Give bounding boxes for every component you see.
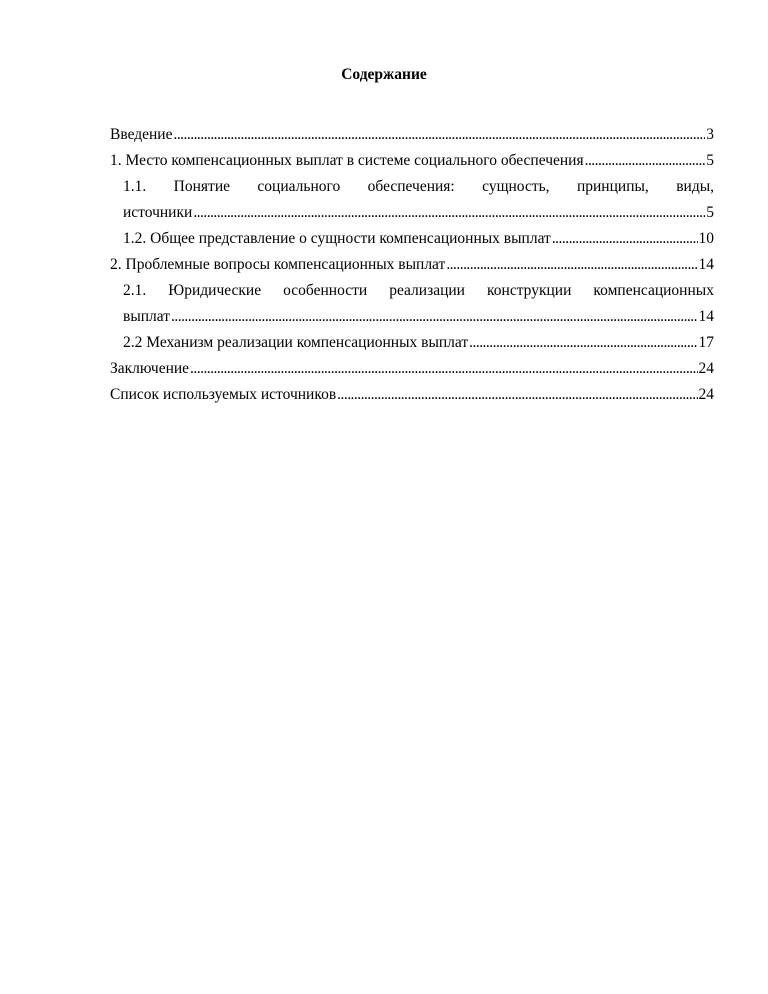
toc-entry-text: 2.2 Механизм реализации компенсационных выплат — [123, 334, 469, 351]
toc-leader-dots — [173, 122, 705, 148]
toc-leader-dots — [190, 356, 697, 382]
toc-entry-introduction — [110, 122, 714, 148]
toc-page-number: 3 — [706, 126, 714, 143]
toc-entry-text: 1. Место компенсационных выплат в системе социального обеспечения — [110, 152, 584, 169]
toc-word: сущность, — [482, 178, 550, 195]
toc-entry-chapter-1 — [110, 148, 714, 174]
toc-entry-section-2-1-line1 — [110, 278, 714, 304]
toc-entry-conclusion — [110, 356, 714, 382]
toc-word: 1.1. — [123, 178, 147, 195]
toc-leader-dots — [171, 304, 697, 330]
toc-leader-dots — [446, 252, 697, 278]
toc-entry-references — [110, 382, 714, 408]
toc-entry-text: Введение — [110, 126, 173, 143]
toc-page-number: 5 — [706, 152, 714, 169]
toc-word: Юридические — [168, 282, 262, 299]
toc-word: особенности — [283, 282, 368, 299]
toc-page-number: 5 — [706, 204, 714, 221]
toc-leader-dots — [469, 330, 697, 356]
toc-entry-chapter-2 — [110, 252, 714, 278]
toc-entry-section-2-1-line2 — [110, 304, 714, 330]
toc-entry-section-1-1-line2 — [110, 200, 714, 226]
toc-entry-section-2-2 — [110, 330, 714, 356]
toc-entry-section-1-1-line1 — [110, 174, 714, 200]
toc-entry-section-1-2 — [110, 226, 714, 252]
toc-leader-dots — [552, 226, 698, 252]
toc-entry-text: выплат — [123, 308, 171, 325]
toc-entry-text: источники — [123, 204, 193, 221]
toc-page-number: 24 — [698, 360, 714, 377]
toc-word: принципы, — [576, 178, 649, 195]
toc-leader-dots — [193, 200, 705, 226]
toc-leader-dots — [337, 382, 697, 408]
toc-word: конструкции — [487, 282, 572, 299]
toc-entry-text: Список используемых источников — [110, 386, 337, 403]
table-of-contents — [110, 122, 714, 408]
toc-word: компенсационных — [593, 282, 714, 299]
toc-leader-dots — [585, 148, 706, 174]
toc-page-number: 14 — [698, 256, 714, 273]
toc-word: социального — [257, 178, 341, 195]
toc-word: реализации — [389, 282, 465, 299]
toc-word: обеспечения: — [367, 178, 455, 195]
toc-title: Содержание — [341, 66, 427, 83]
toc-page-number: 14 — [698, 308, 714, 325]
toc-word: Понятие — [173, 178, 230, 195]
toc-page-number: 17 — [698, 334, 714, 351]
toc-word: виды, — [676, 178, 714, 195]
toc-page-number: 10 — [698, 230, 714, 247]
toc-entry-text: 1.2. Общее представление о сущности компенсационных выплат — [123, 230, 551, 247]
toc-entry-text: Заключение — [110, 360, 190, 377]
toc-page-number: 24 — [698, 386, 714, 403]
toc-word: 2.1. — [123, 282, 147, 299]
toc-entry-text: 2. Проблемные вопросы компенсационных выплат — [110, 256, 446, 273]
